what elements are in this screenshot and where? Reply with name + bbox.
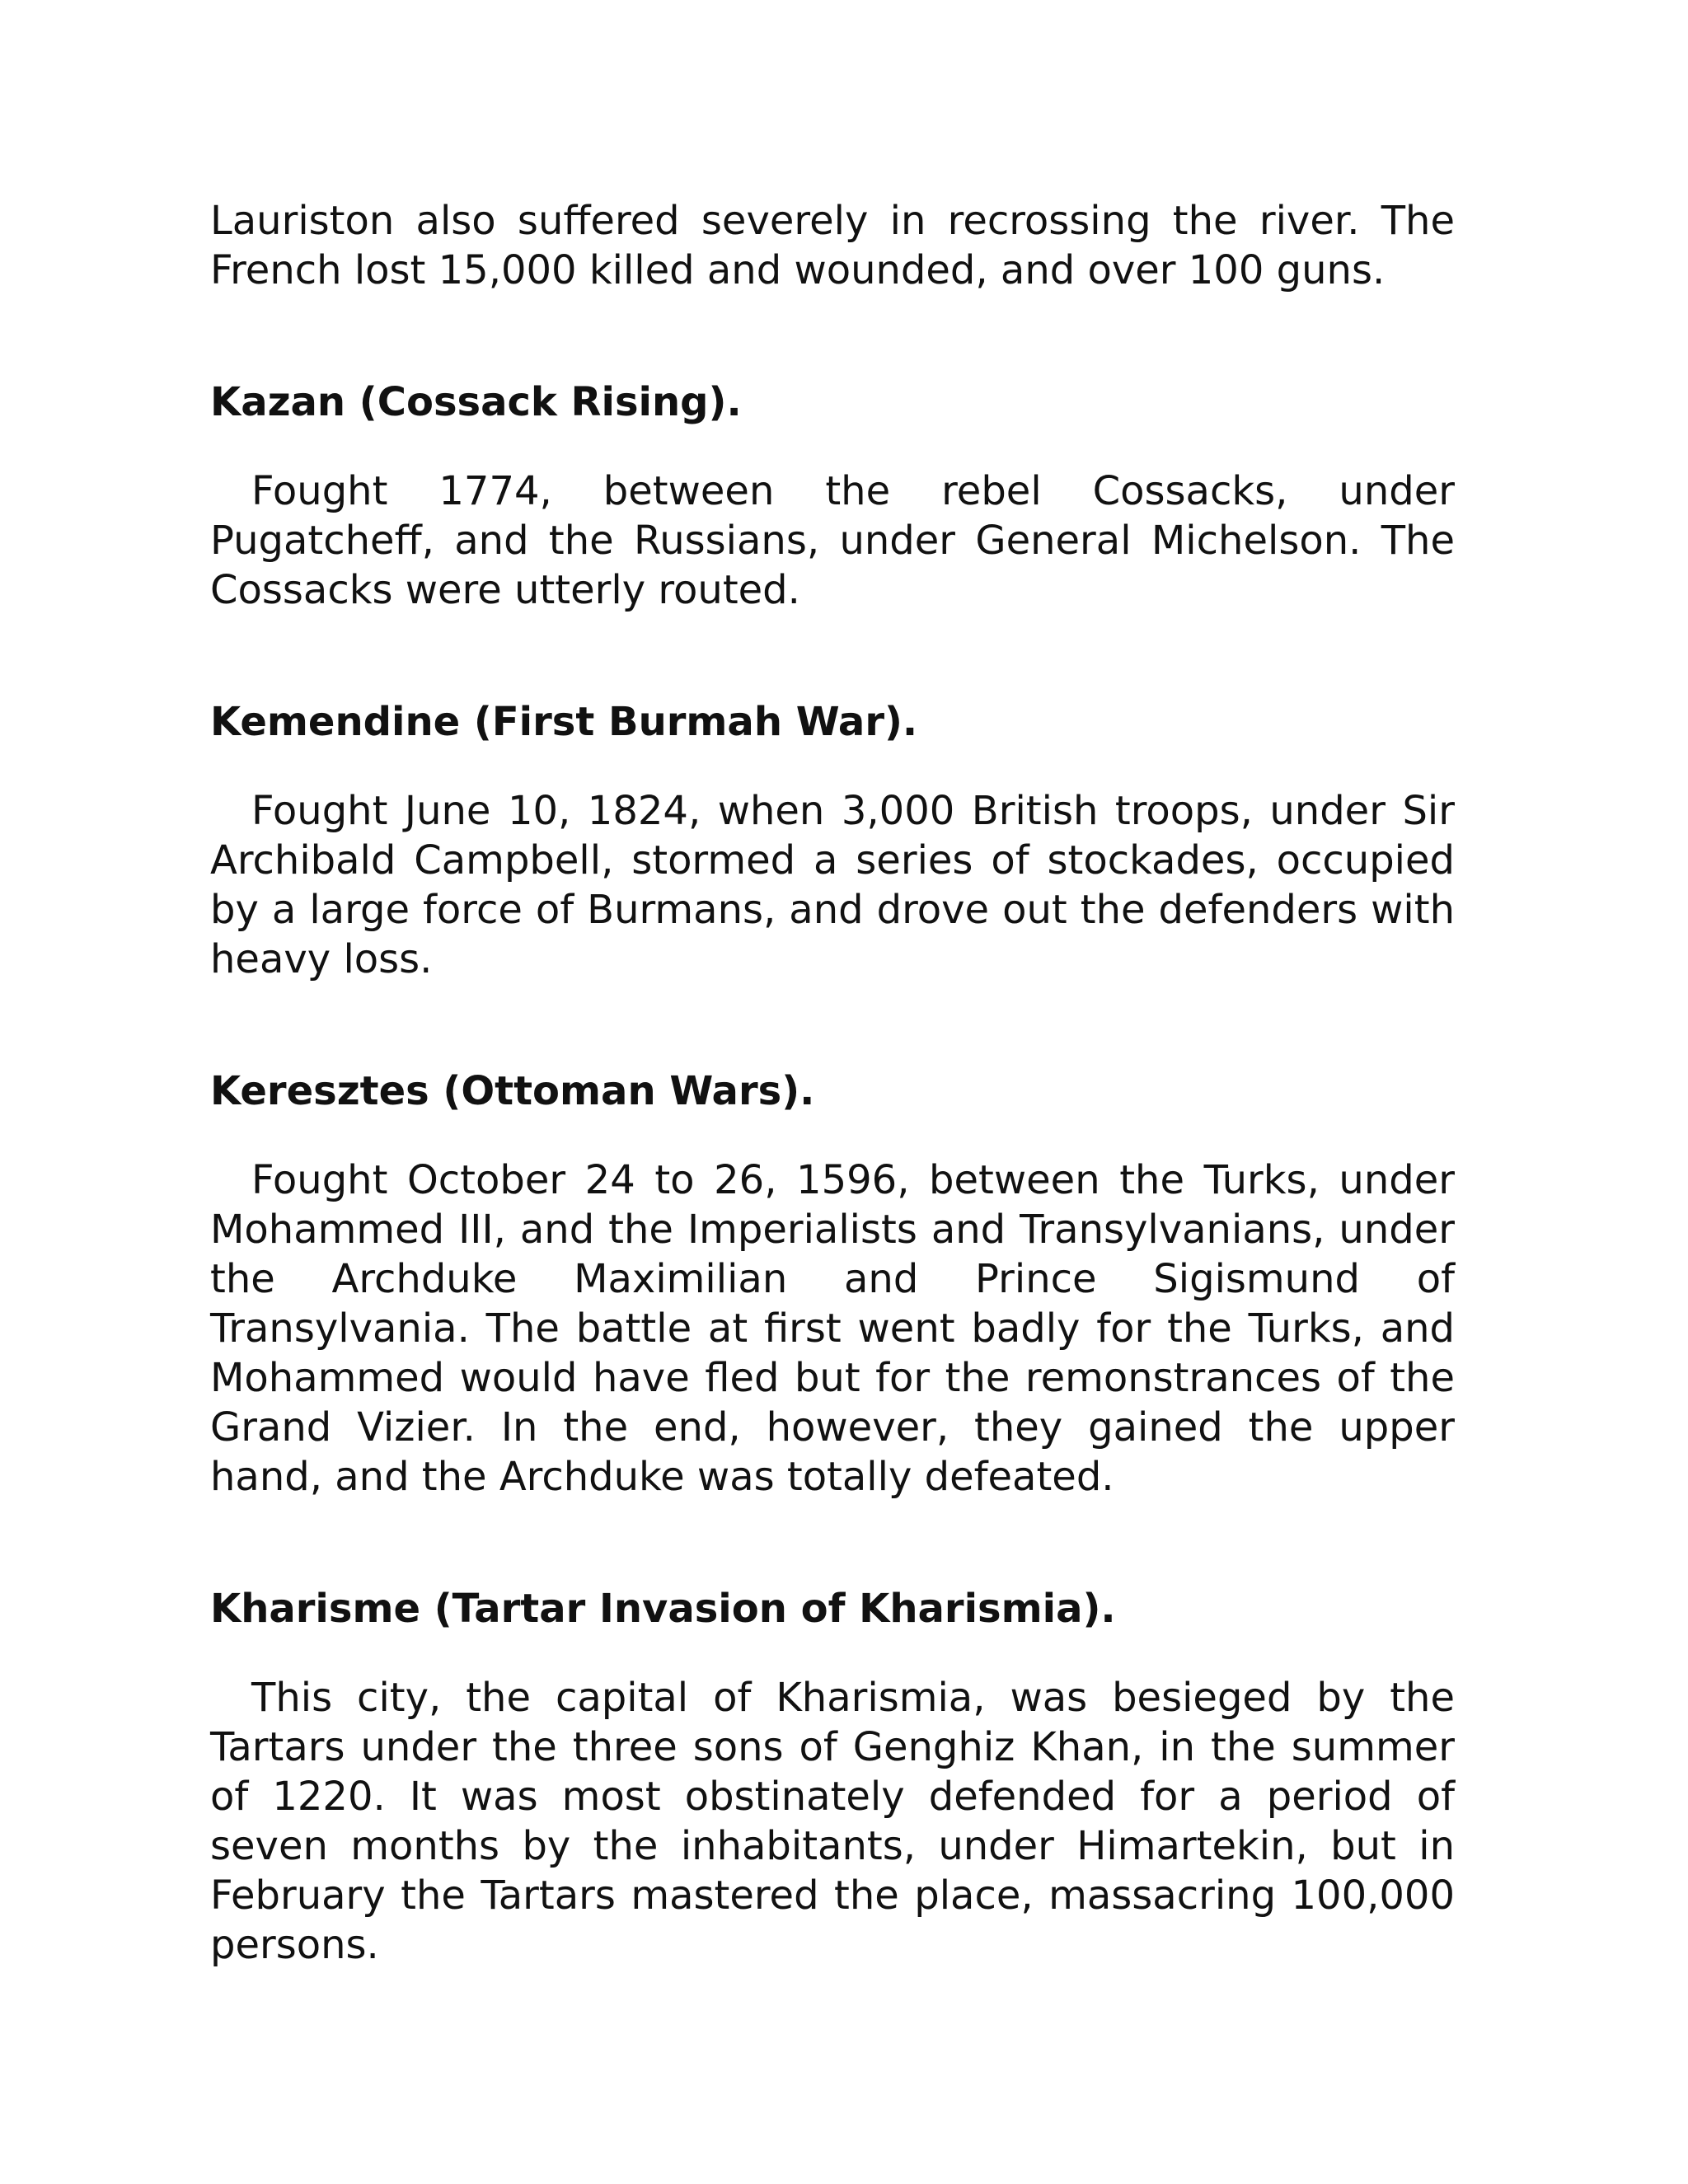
section-gap [210, 984, 1455, 1066]
entry-heading-keresztes: Keresztes (Ottoman Wars). [210, 1068, 815, 1114]
entry-heading-kemendine: Kemendine (First Burmah War). [210, 699, 918, 745]
heading-gap [210, 1633, 1455, 1673]
entry-text-kazan: Fought 1774, between the rebel Cossacks, under Pugatcheff, and the Russians, under General Michelson. The Cossacks were utterly routed. [210, 468, 1455, 613]
entry-heading-kazan: Kazan (Cossack Rising). [210, 379, 742, 425]
heading-gap [210, 1116, 1455, 1155]
section-gap [210, 295, 1455, 377]
document-page [210, 196, 1455, 1970]
entry-heading-kharisme: Kharisme (Tartar Invasion of Kharismia). [210, 1586, 1116, 1632]
section-gap [210, 615, 1455, 697]
entry-text-kharisme: This city, the capital of Kharismia, was besieged by the Tartars under the three sons of Genghiz Khan, in the summer of 1220. It was most obstinately defended for a period of seven months by the inhabitants, under Himartekin, but in February the Tartars mastered the place, massacring 100,000 persons. [210, 1675, 1455, 1968]
heading-gap [210, 427, 1455, 466]
entry-text-keresztes: Fought October 24 to 26, 1596, between the Turks, under Mohammed III, and the Imperialists and Transylvanians, under the Archduke Maximilian and Prince Sigismund of Transylvania. The battle at first went badly for the Turks, and Mohammed would have fled but for the remonstrances of the Grand Vizier. In the end, however, they gained the upper hand, and the Archduke was totally defeated. [210, 1157, 1455, 1500]
entry-text-kemendine: Fought June 10, 1824, when 3,000 British troops, under Sir Archibald Campbell, stormed a series of stockades, occupied by a large force of Burmans, and drove out the defenders with heavy loss. [210, 788, 1455, 982]
intro-paragraph: Lauriston also suffered severely in recrossing the river. The French lost 15,000 killed and wounded, and over 100 guns. [210, 198, 1455, 293]
heading-gap [210, 747, 1455, 786]
section-gap [210, 1502, 1455, 1584]
